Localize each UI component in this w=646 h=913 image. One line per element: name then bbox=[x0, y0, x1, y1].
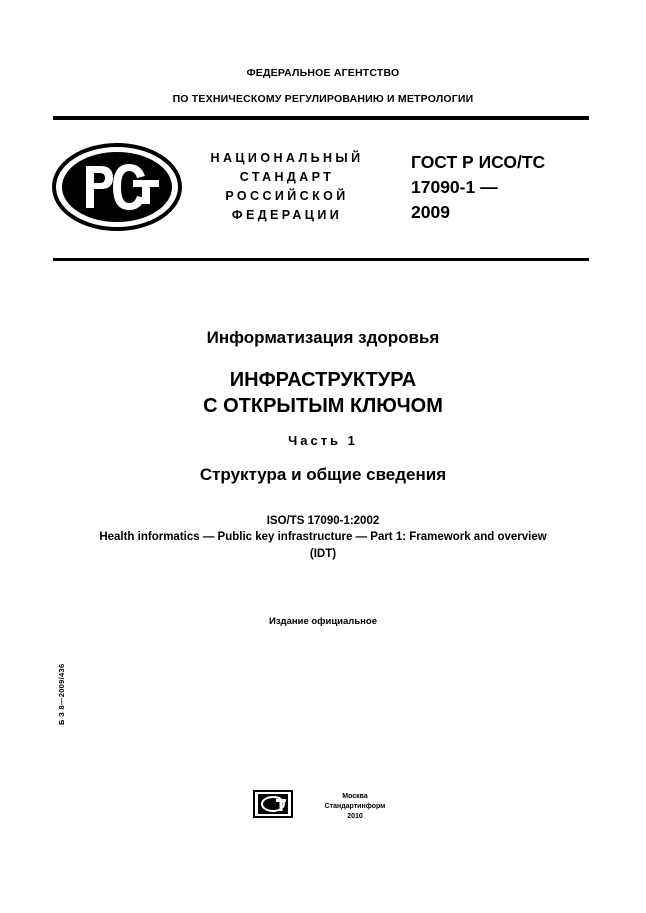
middle-rule bbox=[53, 258, 589, 261]
subtitle: Структура и общие сведения bbox=[199, 465, 447, 484]
part-number: Часть 1 bbox=[288, 433, 358, 448]
standard-number-line: 2009 bbox=[411, 202, 450, 222]
national-standard-line: ФЕДЕРАЦИИ bbox=[231, 208, 343, 222]
main-title-line1: ИНФРАСТРУКТУРА bbox=[229, 369, 417, 391]
main-title bbox=[0, 367, 646, 419]
national-standard-line: РОССИЙСКОЙ bbox=[225, 189, 349, 203]
publisher-year: 2010 bbox=[347, 813, 363, 820]
publisher-city: Москва bbox=[342, 793, 368, 800]
standard-number bbox=[411, 150, 611, 225]
agency-name-line2: ПО ТЕХНИЧЕСКОМУ РЕГУЛИРОВАНИЮ И МЕТРОЛОГИИ bbox=[172, 93, 474, 105]
agency-name-line1: ФЕДЕРАЛЬНОЕ АГЕНТСТВО bbox=[246, 67, 400, 79]
publisher-name: Стандартинформ bbox=[324, 803, 386, 810]
standard-number-line: 17090-1 — bbox=[411, 177, 498, 197]
equivalence-mark: (IDT) bbox=[309, 548, 337, 560]
english-title: Health informatics — Public key infrastructure — Part 1: Framework and overview bbox=[99, 531, 547, 543]
edition-label: Издание официальное bbox=[269, 616, 377, 627]
side-code: Б З 8—2009/436 bbox=[57, 663, 66, 725]
publisher-info bbox=[300, 792, 410, 822]
iso-reference: ISO/TS 17090-1:2002 bbox=[266, 515, 380, 527]
main-title-line2: С ОТКРЫТЫМ КЛЮЧОМ bbox=[203, 395, 443, 417]
national-standard-line: НАЦИОНАЛЬНЫЙ bbox=[210, 151, 364, 165]
field-title: Информатизация здоровья bbox=[206, 328, 440, 347]
rst-emblem-icon bbox=[51, 142, 183, 232]
national-standard-line: СТАНДАРТ bbox=[239, 170, 335, 184]
national-standard-label bbox=[192, 149, 382, 225]
top-rule bbox=[53, 116, 589, 120]
standartinform-logo-icon bbox=[253, 790, 293, 818]
standard-number-line: ГОСТ Р ИСО/ТС bbox=[411, 152, 546, 172]
